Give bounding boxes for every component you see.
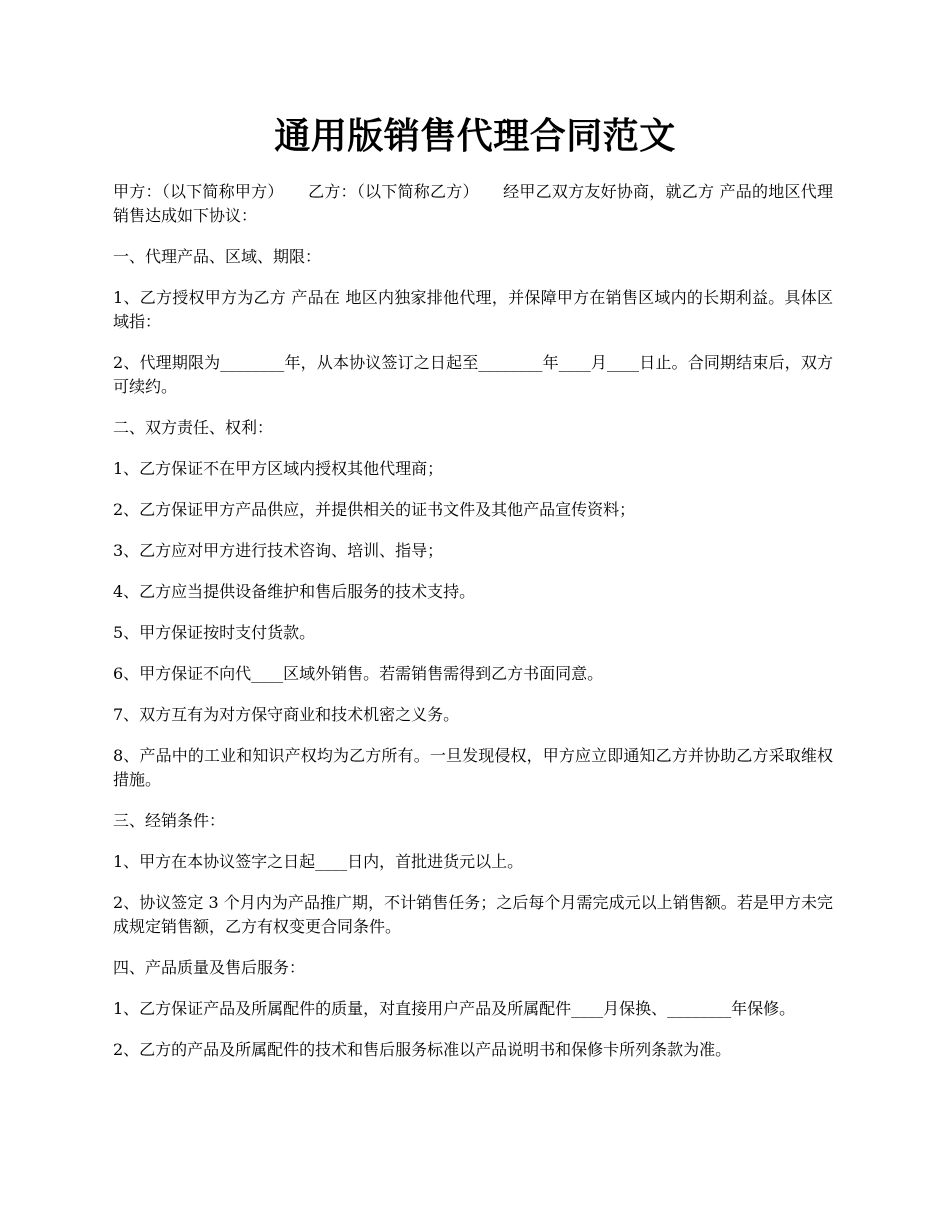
clause-4-2: 2、乙方的产品及所属配件的技术和售后服务标准以产品说明书和保修卡所列条款为准。 (113, 1040, 732, 1059)
clause-2-3: 3、乙方应对甲方进行技术咨询、培训、指导； (113, 541, 444, 560)
section-heading-3: 三、经销条件： (113, 811, 226, 830)
document-body (113, 180, 833, 1079)
clause-3-1: 1、甲方在本协议签字之日起____日内，首批进货元以上。 (113, 852, 524, 871)
clause-3-2: 2、协议签定 3 个月内为产品推广期，不计销售任务；之后每个月需完成元以上销售额。若是甲方未完成规定销售额，乙方有权变更合同条件。 (113, 893, 833, 936)
clause-2-6: 6、甲方保证不向代____区域外销售。若需销售需得到乙方书面同意。 (113, 664, 604, 683)
clause-2-1: 1、乙方保证不在甲方区域内授权其他代理商； (113, 459, 444, 478)
section-heading-4: 四、产品质量及售后服务： (113, 958, 306, 977)
clause-2-2: 2、乙方保证甲方产品供应，并提供相关的证书文件及其他产品宣传资料； (113, 500, 636, 519)
clause-2-4: 4、乙方应当提供设备维护和售后服务的技术支持。 (113, 582, 476, 601)
clause-1-2: 2、代理期限为________年，从本协议签订之日起至________年____月____日止。合同期结束后，双方可续约。 (113, 353, 833, 396)
section-heading-2: 二、双方责任、权利： (113, 418, 274, 437)
section-heading-1: 一、代理产品、区域、期限： (113, 247, 322, 266)
document-title: 通用版销售代理合同范文 (274, 115, 676, 157)
clause-1-1: 1、乙方授权甲方为乙方 产品在 地区内独家排他代理，并保障甲方在销售区域内的长期利益。具体区域指： (113, 288, 833, 331)
intro-paragraph: 甲方：（以下简称甲方） 乙方：（以下简称乙方） 经甲乙双方友好协商，就乙方 产品的地区代理销售达成如下协议： (113, 182, 833, 225)
clause-4-1: 1、乙方保证产品及所属配件的质量，对直接用户产品及所属配件____月保换、________年保修。 (113, 999, 796, 1018)
clause-2-8: 8、产品中的工业和知识产权均为乙方所有。一旦发现侵权，甲方应立即通知乙方并协助乙方采取维权措施。 (113, 746, 833, 789)
clause-2-5: 5、甲方保证按时支付货款。 (113, 623, 316, 642)
clause-2-7: 7、双方互有为对方保守商业和技术机密之义务。 (113, 705, 460, 724)
